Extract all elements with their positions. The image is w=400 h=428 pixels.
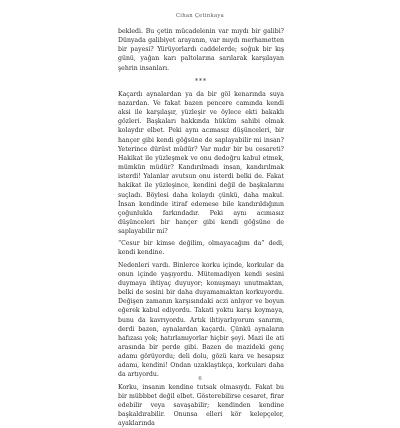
page-number: 6	[198, 375, 202, 382]
paragraph: bekledi. Bu çetin mücadelenin var mıydı bir galibi? Dünyada galibiyet arayanın, var mıydı merhametten bir payesi? Yürüyorlardı caddelerde; soğuk bir kış günü, yağan karı paltolarına sarılarak karşılayan şehrin insanları.	[118, 28, 284, 72]
paragraph: Kaçardı aynalardan ya da bir göl kenarında suya nazardan. Ve fakat bazen pencere camında kendi aksi ile karşılaşır, yüzleşir ve öylece ekti bakaklı gözleri. Başkaları hakkında hüküm sahibi olmak kolaydır elbet. Peki aynı acımasız düşünceleri, bir hançer gibi kendi göğsüne de saplayabilir mi insan? Yeterince dürüst müdür? Var mıdır bir bu cesareti? Hakikat ile yüzleşmek ve onu dedoğru kabul etmek, mümkün müdür? Kandırılmadı insan, kandırılmak isterdi! Yalanlar avutsun onu isterdi belki de. Fakat hakikat ile yüzleşince, kendini değil de başkalarını suçladı. Böylesi daha kolaydı çünkü, daha makul. İnsan kendinde itiraf edemese bile kandırıldığının çoğunlukla farkındadır. Peki aynı acımasız düşünceleri bir hançer gibi kendi göğsüne de saplayabilir mi?	[118, 90, 284, 236]
paragraph: “Cesur bir kimse değilim, olmayacağım da” dedi, kendi kendine.	[118, 240, 284, 257]
paragraph: Nedenleri vardı. Binlerce korku içinde, korkular da onun içinde yaşıyordu. Mütemadiyen kendi sesini duymaya ihtiyaç duyuyor; konuşmayı unutmaktan, belki de sesini bir daha duyamamaktan korkuyordu. Değişen zamanın karşısındaki aczi anlıyor ve boyun eğerek kabul ediyordu. Takati yoktu karşı koymaya, bunu da kavrıyordu. Artık ihtiyarlıyorum sanırım, derdi bazen, aynalardan kaçardı. Çünkü aynaların hafızası yok; hatırlamıyorlar hiçbir şeyi. Mazi ile ati arasında bir perde gibi. Bazen de mazideki genç adamı görüyordu; deli dolu, gözü kara ve hesapsız adamı, kendini! Ondan uzaklaştıkça, korkuları daha da artıyordu.	[118, 261, 284, 379]
paragraph: Korku, insanın kendine tutsak olmasıydı. Fakat bu bir mübbbet değil elbet. Gösterebilirse cesaret, firar edebilir veya savaşabilir; kendinden kendine başkaldırabilir. Onunsa elleri kör kelepçeler, ayaklarında	[118, 383, 284, 428]
section-separator: ***	[195, 77, 207, 85]
body-text	[118, 27, 284, 428]
running-head: Cihan Çetinkaya	[176, 13, 224, 19]
